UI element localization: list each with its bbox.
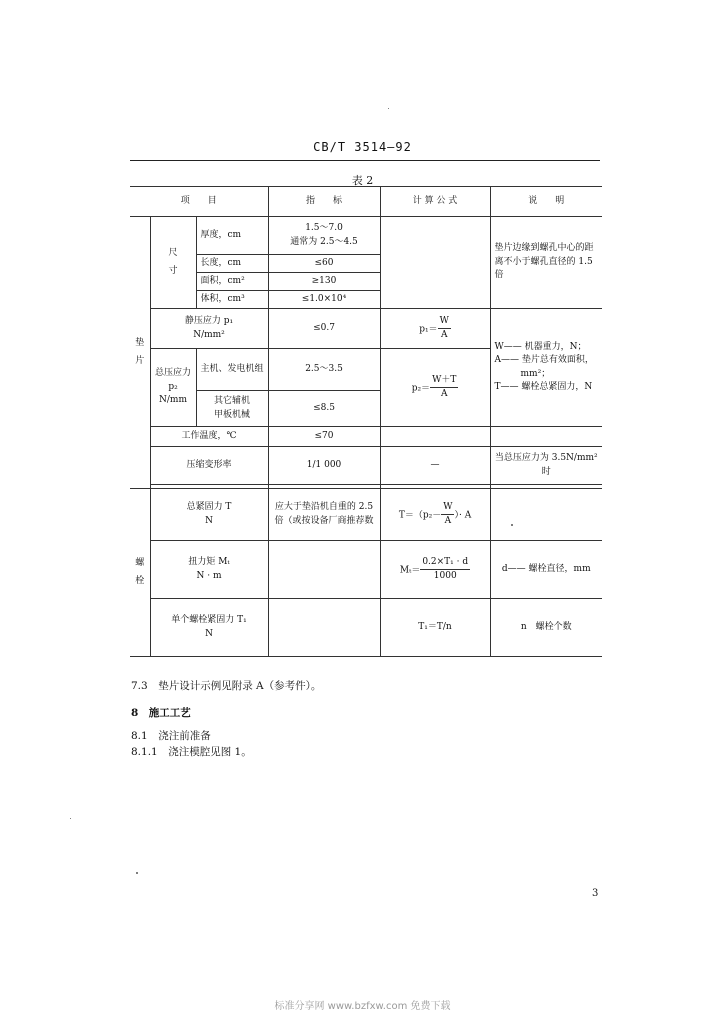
torque-formula-numerator: 0.2×T₁ · d [420, 556, 470, 571]
scan-speck [70, 818, 71, 819]
length-value: ≤60 [268, 255, 380, 273]
header-rule [130, 160, 600, 161]
static-pressure-value: ≤0.7 [268, 309, 380, 349]
table-caption: 表 2 [351, 174, 374, 187]
torque-label: 扭力矩 Mₜ N · m [150, 541, 268, 599]
static-pressure-formula [380, 309, 490, 349]
note-w: W—— 机器重力，N； [494, 341, 587, 352]
col-header-formula: 计 算 公 式 [380, 187, 490, 217]
other-machine-value: ≤8.5 [268, 391, 380, 427]
deformation-formula: — [380, 447, 490, 485]
section-8-heading: 8 施工工艺 [131, 707, 191, 719]
temperature-label: 工作温度，℃ [150, 427, 268, 447]
static-formula-numerator: W [438, 315, 451, 330]
area-value: ≥130 [268, 273, 380, 291]
spec-table [130, 186, 602, 657]
main-machine-label: 主机、发电机组 [196, 349, 268, 391]
gasket-group-label: 垫 片 [130, 217, 150, 489]
single-force-value-cell [268, 599, 380, 657]
scan-speck [136, 872, 138, 874]
torque-note: d—— 螺栓直径，mm [490, 541, 602, 599]
volume-label: 体积，cm³ [196, 291, 268, 309]
static-formula-fraction [438, 315, 451, 343]
single-force-note: 螺栓个数 [535, 621, 572, 632]
col-header-note: 说 明 [490, 187, 602, 217]
thickness-label: 厚度，cm [196, 217, 268, 255]
deformation-value: 1/1 000 [268, 447, 380, 485]
scan-speck [388, 108, 389, 109]
other-machine-label: 其它辅机 甲板机械 [196, 391, 268, 427]
single-force-note-var: n [520, 621, 527, 632]
standard-number-header: CB/T 3514—92 [313, 140, 412, 154]
temperature-value: ≤70 [268, 427, 380, 447]
torque-formula-fraction [420, 556, 470, 584]
static-pressure-label: 静压应力 p₁ N/mm² [150, 309, 268, 349]
clause-7-3: 7.3 垫片设计示例见附录 A（参考件）。 [131, 680, 322, 692]
static-formula-denominator: A [440, 330, 448, 340]
force-formula-lhs: T＝（p₂－ [398, 510, 442, 520]
size-note: 垫片边缘到螺孔中心的距离不小于螺孔直径的 1.5 倍 [490, 217, 602, 309]
note-t: T—— 螺栓总紧固力，N [494, 382, 593, 392]
static-formula-lhs: p₁＝ [419, 324, 438, 334]
volume-value: ≤1.0×10⁴ [268, 291, 380, 309]
note-a-unit: mm²； [520, 368, 551, 379]
thickness-value: 1.5～7.0 通常为 2.5～4.5 [268, 217, 380, 255]
watermark-footer: 标准分享网 www.bzfxw.com 免费下载 [274, 1001, 451, 1012]
length-label: 长度，cm [196, 255, 268, 273]
note-a: A—— 垫片总有效面积， [494, 355, 594, 365]
total-force-value: 应大于垫沿机自重的 2.5 倍（或按设备厂商推荐数 [268, 489, 380, 541]
size-group-label: 尺 寸 [150, 217, 196, 309]
force-formula-denominator: A [444, 516, 452, 526]
deformation-label: 压缩变形率 [150, 447, 268, 485]
torque-formula-denominator: 1000 [433, 571, 457, 581]
col-header-index: 指 标 [268, 187, 380, 217]
area-label: 面积，cm² [196, 273, 268, 291]
torque-formula-lhs: Mₜ＝ [399, 565, 421, 575]
total-force-label: 总紧固力 T N [150, 489, 268, 541]
total-pressure-label: 总压应力 p₂ N/mm [150, 349, 196, 427]
bolt-group-label: 螺 栓 [130, 489, 150, 657]
temperature-note-cell [490, 427, 602, 447]
scan-speck [511, 524, 513, 526]
total-force-formula [380, 489, 490, 541]
torque-formula [380, 541, 490, 599]
total-formula-denominator: A [440, 389, 448, 399]
total-formula-lhs: p₂＝ [411, 383, 431, 393]
single-force-label: 单个螺栓紧固力 T₁ N [150, 599, 268, 657]
force-formula-numerator: W [441, 501, 454, 516]
clause-8-1-1: 8.1.1 浇注模腔见图 1。 [131, 746, 252, 758]
col-header-item: 项 目 [130, 187, 268, 217]
total-force-note-cell [490, 489, 602, 541]
torque-value-cell [268, 541, 380, 599]
main-machine-value: 2.5～3.5 [268, 349, 380, 391]
single-force-note-cell [490, 599, 602, 657]
total-formula-numerator: W＋T [430, 374, 458, 389]
pressure-notes [490, 309, 602, 427]
force-formula-rhs: ）· A [454, 510, 472, 520]
table-header-row [130, 187, 602, 217]
page-number: 3 [592, 888, 599, 899]
clause-8-1: 8.1 浇注前准备 [131, 730, 211, 742]
temperature-formula-cell [380, 427, 490, 447]
force-formula-fraction [441, 501, 454, 529]
single-force-formula: T₁＝T/n [380, 599, 490, 657]
size-formula-cell [380, 217, 490, 309]
total-pressure-formula [380, 349, 490, 427]
total-formula-fraction [430, 374, 458, 402]
deformation-note: 当总压应力为 3.5N/mm² 时 [490, 447, 602, 485]
